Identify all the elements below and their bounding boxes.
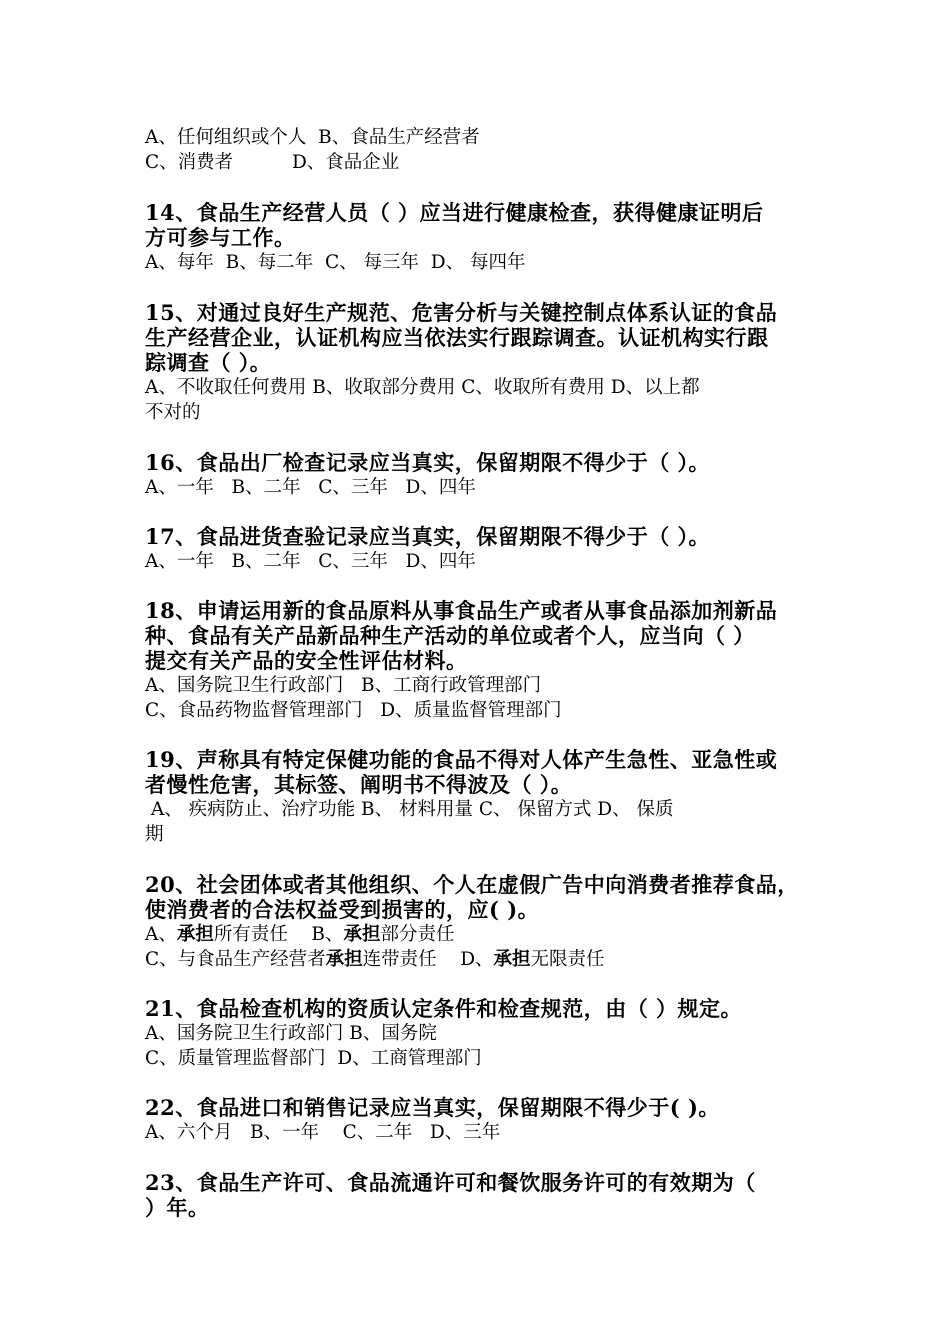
question-16-options: A、一年 B、二年 C、三年 D、四年 — [145, 477, 476, 498]
question-14 — [145, 200, 825, 275]
question-20-stem-line-1: 20、社会团体或者其他组织、个人在虚假广告中向消费者推荐食品， — [145, 872, 799, 897]
question-22-options: A、六个月 B、一年 C、二年 D、三年 — [145, 1122, 501, 1143]
option-c-bold-word: 承担 — [325, 949, 363, 970]
question-19-option-line-1: A、 疾病防止、治疗功能 B、 材料用量 C、 保留方式 D、 保质 — [145, 799, 674, 820]
question-21-option-line-2: C、质量管理监督部门 D、工商管理部门 — [145, 1048, 482, 1069]
question-19 — [145, 747, 825, 847]
question-18-stem-line-2: 种、食品有关产品新品种生产活动的单位或者个人，应当向（ ） — [145, 623, 755, 648]
question-15-option-line-1: A、不收取任何费用 B、收取部分费用 C、收取所有费用 D、以上都 — [145, 377, 700, 398]
option-a-bold-word: 承担 — [176, 924, 214, 945]
question-13-options — [145, 125, 825, 175]
question-21 — [145, 996, 825, 1071]
option-d-rest: 无限责任 — [530, 949, 605, 970]
question-19-stem-line-2: 者慢性危害，其标签、阐明书不得波及（ ）。 — [145, 772, 573, 797]
option-b-rest: 部分责任 — [380, 924, 455, 945]
question-19-option-line-2: 期 — [145, 824, 164, 845]
question-15-stem-line-1: 15、对通过良好生产规范、危害分析与关键控制点体系认证的食品 — [145, 300, 778, 325]
question-20 — [145, 872, 825, 972]
question-18-option-line-2: C、食品药物监督管理部门 D、质量监督管理部门 — [145, 700, 562, 721]
option-c-prefix: C、与食品生产经营者 — [145, 949, 326, 970]
question-20-stem-line-2: 使消费者的合法权益受到损害的，应( )。 — [145, 897, 540, 922]
question-15-option-line-2: 不对的 — [145, 402, 201, 423]
option-d-bold-word: 承担 — [493, 949, 531, 970]
question-23 — [145, 1170, 825, 1220]
question-14-options: A、每年 B、每二年 C、 每三年 D、 每四年 — [145, 252, 526, 273]
question-18-stem-line-3: 提交有关产品的安全性评估材料。 — [145, 648, 468, 673]
question-19-stem-line-1: 19、声称具有特定保健功能的食品不得对人体产生急性、亚急性或 — [145, 747, 778, 772]
question-20-option-line-1 — [145, 922, 825, 947]
question-22-stem-line-1: 22、食品进口和销售记录应当真实，保留期限不得少于( )。 — [145, 1095, 720, 1120]
question-15-stem-line-2: 生产经营企业，认证机构应当依法实行跟踪调查。认证机构实行跟 — [145, 325, 769, 350]
option-a-prefix: A、 — [145, 924, 177, 945]
question-21-option-line-1: A、国务院卫生行政部门 B、国务院 — [145, 1023, 437, 1044]
question-20-option-line-2 — [145, 947, 825, 972]
question-23-stem-line-2: ）年。 — [145, 1195, 210, 1220]
question-18-stem-line-1: 18、申请运用新的食品原料从事食品生产或者从事食品添加剂新品 — [145, 598, 778, 623]
question-18 — [145, 598, 825, 723]
question-17 — [145, 524, 825, 574]
question-18-option-line-1: A、国务院卫生行政部门 B、工商行政管理部门 — [145, 675, 542, 696]
question-17-options: A、一年 B、二年 C、三年 D、四年 — [145, 551, 476, 572]
question-15 — [145, 300, 825, 425]
question-16-stem-line-1: 16、食品出厂检查记录应当真实，保留期限不得少于（ ）。 — [145, 450, 711, 475]
question-13-option-line-2: C、消费者 D、食品企业 — [145, 152, 400, 173]
question-16 — [145, 450, 825, 500]
question-14-stem-line-2: 方可参与工作。 — [145, 225, 296, 250]
question-22 — [145, 1095, 825, 1145]
option-a-rest: 所有责任 B、 — [213, 924, 344, 945]
question-14-stem-line-1: 14、食品生产经营人员（ ）应当进行健康检查，获得健康证明后 — [145, 200, 764, 225]
option-c-rest: 连带责任 D、 — [362, 949, 494, 970]
question-15-stem-line-3: 踪调查（ ）。 — [145, 350, 272, 375]
option-b-bold-word: 承担 — [343, 924, 381, 945]
question-17-stem-line-1: 17、食品进货查验记录应当真实，保留期限不得少于（ ）。 — [145, 524, 711, 549]
question-21-stem-line-1: 21、食品检查机构的资质认定条件和检查规范，由（ ）规定。 — [145, 996, 743, 1021]
question-13-option-line-1: A、任何组织或个人 B、食品生产经营者 — [145, 127, 480, 148]
question-23-stem-line-1: 23、食品生产许可、食品流通许可和餐饮服务许可的有效期为（ — [145, 1170, 756, 1195]
